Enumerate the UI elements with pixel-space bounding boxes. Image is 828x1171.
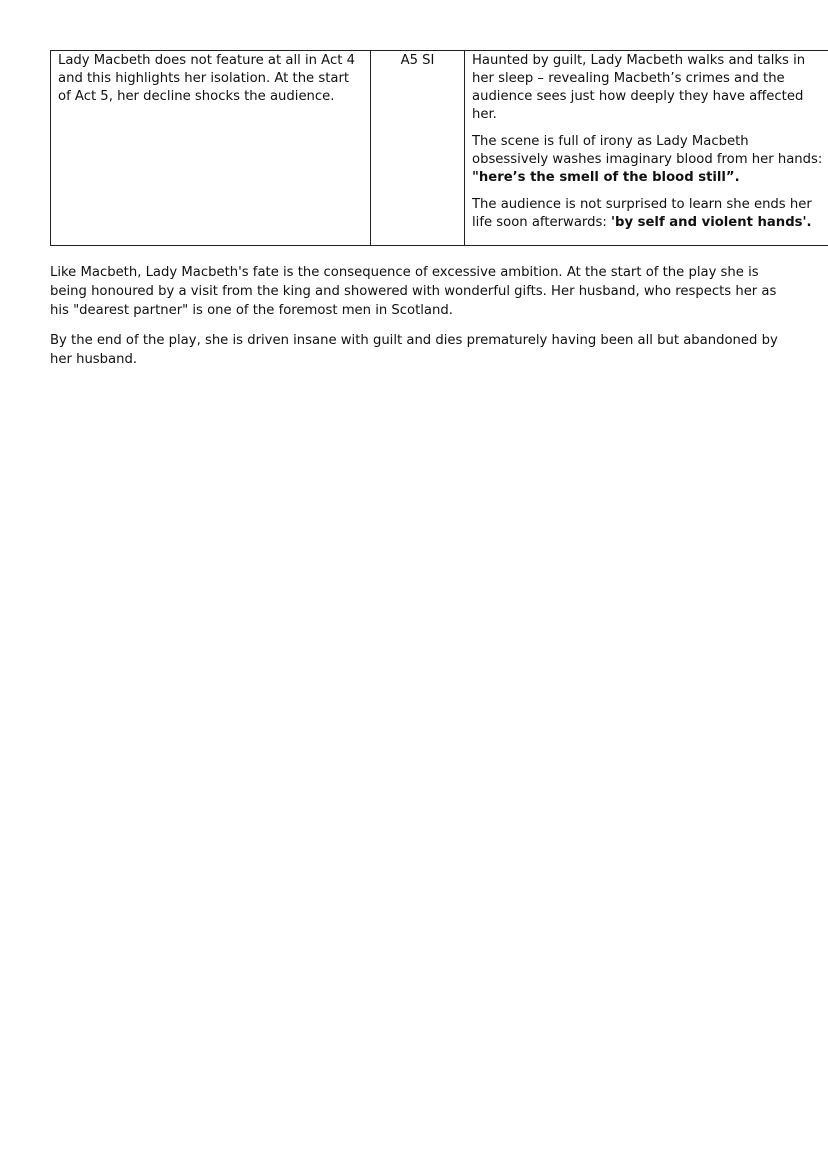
analysis-table — [50, 50, 828, 246]
evidence-text-3: The audience is not surprised to learn she ends her life soon afterwards: — [472, 197, 812, 230]
evidence-text-1: Haunted by guilt, Lady Macbeth walks and talks in her sleep – revealing Macbeth’s crimes and the audience sees just how deeply they have affected her. — [472, 53, 806, 122]
summary-section — [50, 263, 790, 380]
scene-reference-cell — [371, 51, 465, 246]
quotation-violent-hands: 'by self and violent hands'. — [610, 215, 812, 230]
commentary-text: Lady Macbeth does not feature at all in Act 4 and this highlights her isolation. At the start of Act 5, her decline shocks the audience. — [58, 53, 355, 104]
table-row — [51, 51, 828, 246]
scene-reference: A5 SI — [400, 53, 435, 68]
summary-paragraph-2: By the end of the play, she is driven insane with guilt and dies prematurely having been all but abandoned by her husband. — [50, 333, 778, 367]
quotation-blood: "here’s the smell of the blood still”. — [472, 170, 740, 185]
commentary-cell — [51, 51, 371, 246]
evidence-paragraph-1 — [472, 52, 828, 124]
evidence-paragraph-2 — [472, 133, 828, 187]
summary-paragraph-1: Like Macbeth, Lady Macbeth's fate is the consequence of excessive ambition. At the start of the play she is being honoured by a visit from the king and showered with wonderful gifts. Her husband, who respects her as his "dearest partner" is one of the foremost men in Scotland. — [50, 265, 777, 318]
evidence-paragraph-3 — [472, 196, 828, 232]
evidence-text-2: The scene is full of irony as Lady Macbeth obsessively washes imaginary blood from her hands: — [472, 134, 823, 167]
evidence-cell — [465, 51, 828, 246]
